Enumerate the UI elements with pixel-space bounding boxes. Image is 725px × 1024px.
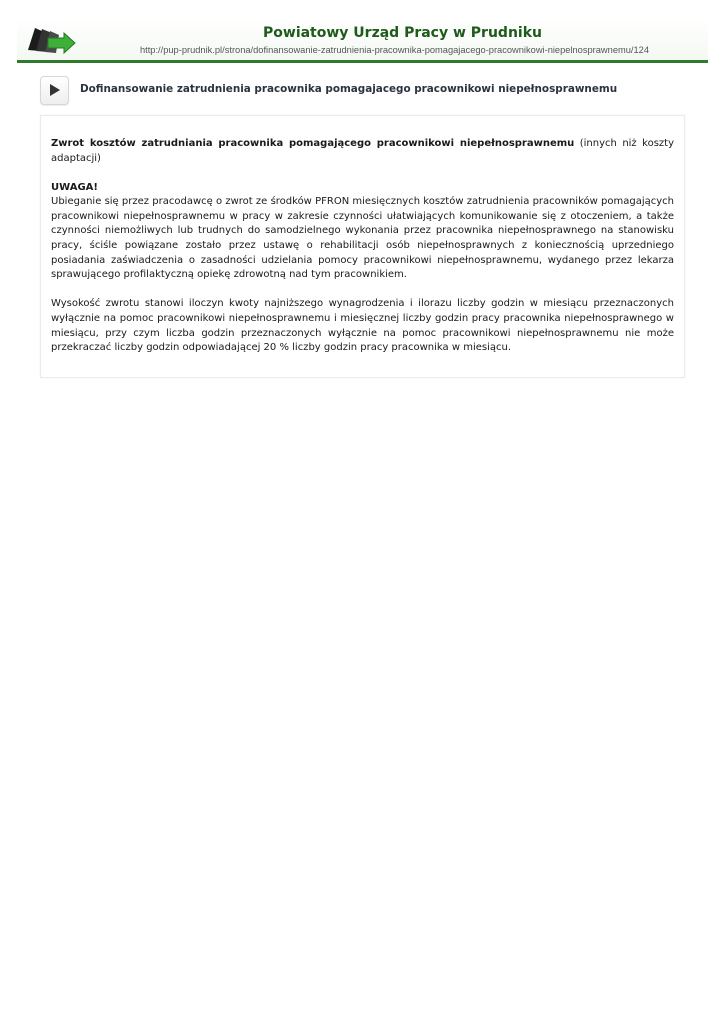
- warning-text: Ubieganie się przez pracodawcę o zwrot ze środków PFRON miesięcznych kosztów zatrudnienia pracowników pomagających pracownikowi niepełnosprawnemu w pracy w zakresie czynności ułatwiających komunikowanie się z otoczeniem, a także czynności niemożliwych lub trudnych do samodzielnego wykonania przez pracownika niepełnosprawnego na stanowisku pracy, ściśle powiązane zostało przez ustawę o rehabilitacji osób niepełnosprawnych z koniecznością uprzedniego posiadania zaświadczenia o zasadności udzielania pomocy pracownikowi niepełnosprawnemu, wydanego przez lekarza sprawującego profilaktyczną opiekę zdrowotną nad tym pracownikiem.: [51, 196, 674, 281]
- article-content: [40, 115, 685, 378]
- intro-rest-text: (innych niż koszty adaptacji): [51, 138, 674, 164]
- warning-label: UWAGA!: [51, 181, 98, 193]
- arrow-logo-icon[interactable]: [26, 24, 76, 56]
- site-title: Powiatowy Urząd Pracy w Prudniku: [263, 25, 542, 41]
- article-title: Dofinansowanie zatrudnienia pracownika pomagajacego pracownikowi niepełnosprawnemu: [80, 83, 618, 95]
- warning-paragraph: [51, 181, 674, 283]
- header-divider: [17, 60, 708, 63]
- article-header: [40, 76, 685, 106]
- intro-paragraph: [51, 137, 674, 166]
- site-header: [17, 18, 708, 62]
- article-arrow-button[interactable]: [40, 76, 69, 105]
- page-url[interactable]: http://pup-prudnik.pl/strona/dofinansowanie-zatrudnienia-pracownika-pomagajacego-pracownikowi-niepelnosprawnemu/124: [139, 45, 649, 55]
- intro-bold-text: Zwrot kosztów zatrudniania pracownika pomagającego pracownikowi niepełnosprawnemu: [51, 138, 575, 149]
- play-arrow-icon: [48, 83, 62, 97]
- amount-paragraph: Wysokość zwrotu stanowi iloczyn kwoty najniższego wynagrodzenia i ilorazu liczby godzin w miesiącu przeznaczonych wyłącznie na pomoc pracownikowi niepełnosprawnemu i miesięcznej liczby godzin pracy pracownika niepełnosprawnego w miesiącu, przy czym liczba godzin przeznaczonych wyłącznie na pomoc pracownikowi niepełnosprawnemu nie może przekraczać liczby godzin odpowiadającej 20 % liczby godzin pracy pracownika w miesiącu.: [51, 298, 674, 354]
